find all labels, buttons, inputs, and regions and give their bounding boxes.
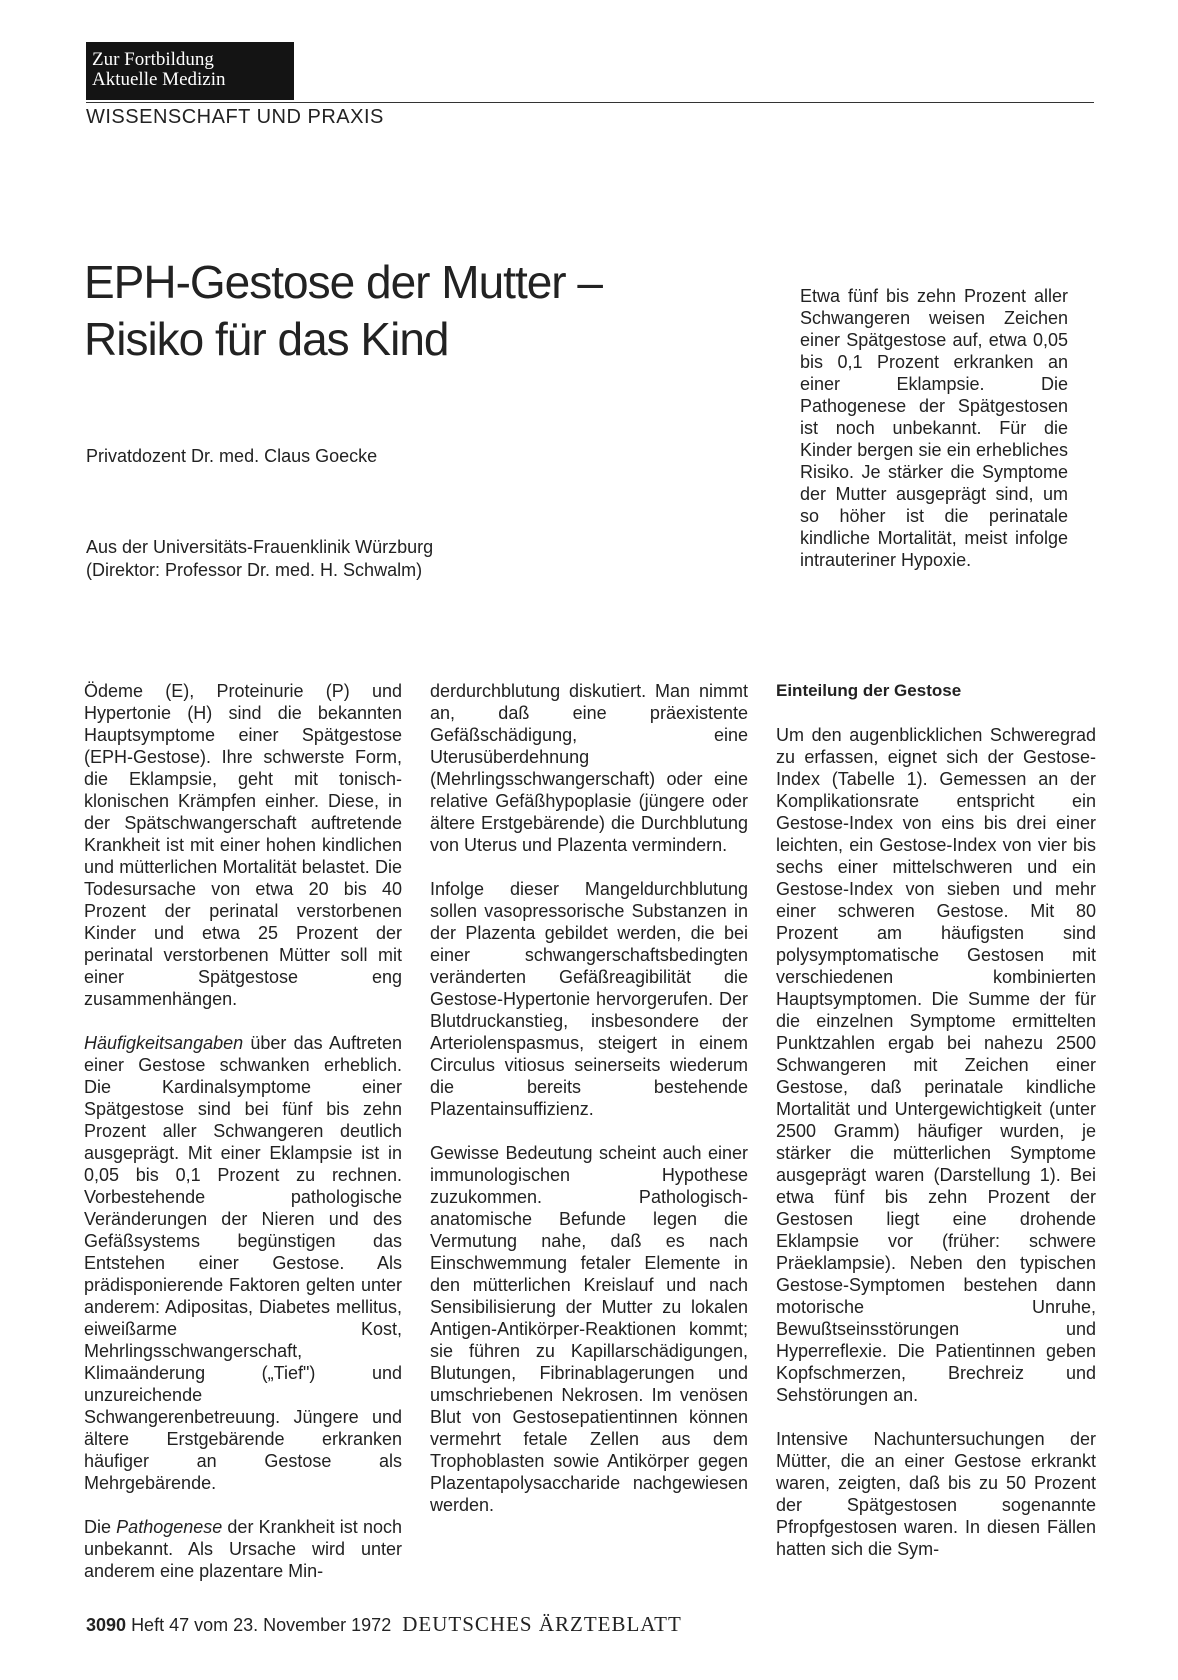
column-1: [84, 680, 402, 1604]
rubric-line-1: Zur Fortbildung: [92, 49, 214, 70]
page-footer: [86, 1612, 682, 1637]
page-number: 3090: [86, 1615, 127, 1635]
col3-paragraph-1: Um den augenblicklichen Schweregrad zu erfassen, eignet sich der Gestose-Index (Tabelle 1). Gemessen an der Komplikationsrate entspricht ein Gestose-Index von eins bis drei einer leichten, ein Gestose-Index von vier bis sechs einer mittelschweren und ein Gestose-Index von sieben und mehr einer schweren Gestose. Mit 80 Prozent am häufigsten sind polysymptomatische Gestosen mit verschiedenen kombinierten Hauptsymptomen. Die Summe der für die einzelnen Symptome ermittelten Punktzahlen ergab bei nahezu 2500 Schwangeren mit Zeichen einer Gestose, daß perinatale kindliche Mortalität und Untergewichtigkeit (unter 2500 Gramm) häufiger wurden, je stärker die mütterlichen Symptome ausgeprägt waren (Darstellung 1). Bei etwa fünf bis zehn Prozent der Gestosen liegt eine drohende Eklampsie vor (früher: schwere Präeklampsie). Neben den typischen Gestose-Symptomen bestehen dann motorische Unruhe, Bewußtseinsstörungen und Hyperreflexie. Die Patientinnen geben Kopfschmerzen, Brechreiz und Sehstörungen an.: [776, 725, 1096, 1405]
col1-paragraph-2: [84, 1032, 402, 1494]
affiliation-line-1: Aus der Universitäts-Frauenklinik Würzburg: [86, 537, 434, 557]
col1-paragraph-3-text: der Krankheit ist noch unbekannt. Als Ursache wird unter anderem eine plazentare Min-: [84, 1517, 402, 1581]
rubric-badge: [86, 42, 294, 100]
rubric-line-2: Aktuelle Medizin: [92, 69, 226, 90]
section-label: WISSENSCHAFT UND PRAXIS: [86, 106, 384, 128]
title-line-1: EPH-Gestose der Mutter –: [84, 256, 602, 308]
col1-paragraph-1: Ödeme (E), Proteinurie (P) und Hypertonie (H) sind die bekannten Hauptsymptome einer Spätgestose (EPH-Gestose). Ihre schwerste Form, die Eklampsie, geht mit tonisch-klonischen Krämpfen einher. Diese, in der Spätschwangerschaft auftretende Krankheit ist mit einer hohen kindlichen und mütterlichen Mortalität belastet. Die Todesursache von etwa 20 bis 40 Prozent der perinatal verstorbenen Kinder und etwa 25 Prozent der perinatal verstorbenen Mütter soll mit einer Spätgestose eng zusammenhängen.: [84, 681, 402, 1009]
col1-paragraph-3-pre: Die: [84, 1517, 117, 1537]
article-title: [84, 254, 602, 368]
col1-paragraph-2-text: über das Auftreten einer Gestose schwanken erheblich. Die Kardinalsymptome einer Spätgestose sind bei fünf bis zehn Prozent aller Schwangeren deutlich ausgeprägt. Mit einer Eklampsie ist in 0,05 bis 0,1 Prozent zu rechnen. Vorbestehende pathologische Veränderungen der Nieren und des Gefäßsystems begünstigen das Entstehen einer Gestose. Als prädisponierende Faktoren gelten unter anderem: Adipositas, Diabetes mellitus, eiweißarme Kost, Mehrlingsschwangerschaft, Klimaänderung („Tief") und unzureichende Schwangerenbetreuung. Jüngere und ältere Erstgebärende erkranken häufiger an Gestose als Mehrgebärende.: [84, 1033, 402, 1493]
header-rule: [86, 102, 1094, 103]
column-2: [430, 680, 748, 1538]
title-line-2: Risiko für das Kind: [84, 313, 449, 365]
affiliation-line-2: (Direktor: Professor Dr. med. H. Schwalm): [86, 560, 423, 580]
emphasis-haeufigkeit: Häufigkeitsangaben: [84, 1033, 244, 1053]
col3-paragraph-2: Intensive Nachuntersuchungen der Mütter, die an einer Gestose erkrankt waren, zeigten, daß bis zu 50 Prozent der Spätgestosen sogenannte Pfropfgestosen waren. In diesen Fällen hatten sich die Sym-: [776, 1429, 1096, 1559]
col2-paragraph-3: Gewisse Bedeutung scheint auch einer immunologischen Hypothese zuzukommen. Pathologisch-anatomische Befunde legen die Vermutung nahe, daß es nach Einschwemmung fetaler Elemente in den mütterlichen Kreislauf und nach Sensibilisierung der Mutter zu lokalen Antigen-Antikörper-Reaktionen kommt; sie führen zu Kapillarschädigungen, Blutungen, Fibrinablagerungen und umschriebenen Nekrosen. Im venösen Blut von Gestosepatientinnen können vermehrt fetale Zellen aus dem Trophoblasten sowie Antikörper gegen Plazentapolysaccharide nachgewiesen werden.: [430, 1143, 748, 1515]
journal-name: DEUTSCHES ÄRZTEBLATT: [402, 1612, 682, 1636]
affiliation: [86, 536, 433, 582]
col1-paragraph-3: [84, 1516, 402, 1582]
column-3: [776, 680, 1096, 1582]
col2-paragraph-2: Infolge dieser Mangeldurchblutung sollen vasopressorische Substanzen in der Plazenta gebildet werden, die bei einer schwangerschaftsbedingten veränderten Gefäßreagibilität die Gestose-Hypertonie hervorgerufen. Der Blutdruckanstieg, insbesondere der Arteriolenspasmus, steigert in einem Circulus vitiosus seinerseits wiederum die bereits bestehende Plazentainsuffizienz.: [430, 879, 748, 1119]
col2-paragraph-1: derdurchblutung diskutiert. Man nimmt an, daß eine präexistente Gefäßschädigung, eine Uterusüberdehnung (Mehrlingsschwangerschaft) oder eine relative Gefäßhypoplasie (jüngere oder ältere Erstgebärende) die Durchblutung von Uterus und Plazenta vermindern.: [430, 681, 748, 855]
emphasis-pathogenese: Pathogenese: [116, 1517, 223, 1537]
section-heading: Einteilung der Gestose: [776, 681, 962, 700]
abstract: Etwa fünf bis zehn Prozent aller Schwangeren weisen Zeichen einer Spätgestose auf, etwa 0,05 bis 0,1 Prozent erkranken an einer Eklampsie. Die Pathogenese der Spätgestosen ist noch unbekannt. Für die Kinder bergen sie ein erhebliches Risiko. Je stärker die Symptome der Mutter ausgeprägt sind, um so höher ist die perinatale kindliche Mortalität, meist infolge intrauteriner Hypoxie.: [800, 286, 1068, 570]
author-line: Privatdozent Dr. med. Claus Goecke: [86, 446, 378, 466]
issue-info: Heft 47 vom 23. November 1972: [131, 1615, 392, 1635]
